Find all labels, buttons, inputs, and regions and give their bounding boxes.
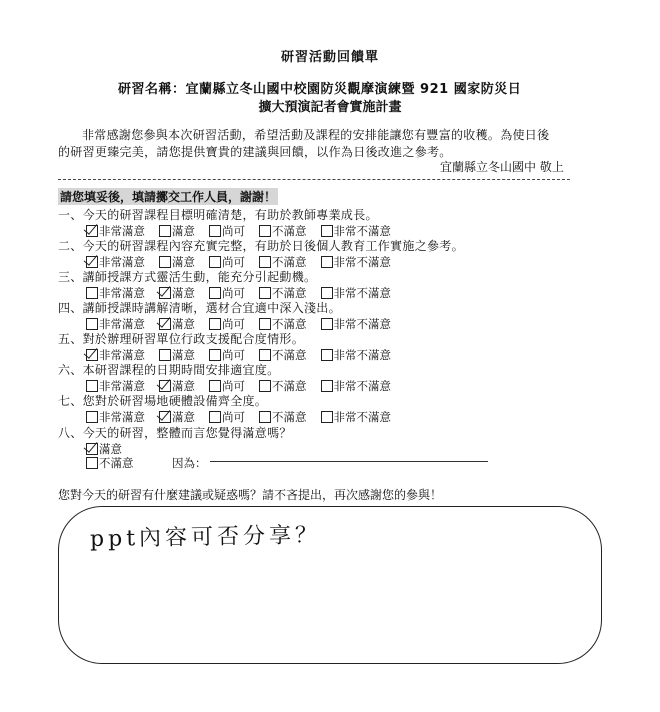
option-label: 非常滿意 [99, 286, 145, 300]
q8-unsatisfied-option[interactable] [86, 455, 148, 472]
option-label: 非常不滿意 [333, 286, 391, 300]
checkbox[interactable] [86, 256, 98, 268]
rating-option[interactable] [321, 409, 392, 425]
option-label: 非常滿意 [99, 348, 145, 362]
option-label: 尚可 [222, 410, 245, 424]
checkbox[interactable] [159, 380, 171, 392]
question-6: 六、本研習課程的日期時間安排適宜度。 [58, 363, 280, 377]
checkbox[interactable] [209, 256, 221, 268]
rating-option[interactable] [259, 409, 307, 425]
checkbox[interactable] [321, 318, 333, 330]
option-label: 不滿意 [272, 348, 307, 362]
rating-option[interactable] [321, 316, 392, 332]
rating-option[interactable] [321, 347, 392, 363]
checkbox[interactable] [86, 457, 98, 469]
rating-option[interactable] [209, 409, 245, 425]
option-label: 不滿意 [99, 456, 134, 470]
option-label: 滿意 [99, 442, 122, 456]
option-label: 滿意 [172, 255, 195, 269]
checkbox[interactable] [259, 411, 271, 423]
divider [58, 179, 570, 180]
handwritten-comment: ppt內容可否分享？ [89, 522, 322, 553]
rating-option[interactable] [159, 409, 195, 425]
option-label: 滿意 [172, 317, 195, 331]
checkbox[interactable] [159, 411, 171, 423]
option-label: 非常不滿意 [333, 224, 391, 238]
option-label: 非常不滿意 [333, 410, 391, 424]
checkbox[interactable] [159, 256, 171, 268]
option-label: 滿意 [172, 410, 195, 424]
question-8: 八、今天的研習，整體而言您覺得滿意嗎？ [58, 426, 292, 440]
option-label: 非常滿意 [99, 224, 145, 238]
checkbox[interactable] [159, 225, 171, 237]
checkbox[interactable] [86, 380, 98, 392]
option-label: 不滿意 [272, 224, 307, 238]
checkbox[interactable] [86, 318, 98, 330]
option-label: 不滿意 [272, 410, 307, 424]
workshop-name: 研習名稱：宜蘭縣立冬山國中校園防災觀摩演練暨 921 國家防災日 [118, 82, 522, 97]
option-label: 非常滿意 [99, 255, 145, 269]
option-label: 非常滿意 [99, 410, 145, 424]
checkbox[interactable] [259, 380, 271, 392]
option-label: 尚可 [222, 224, 245, 238]
checkbox[interactable] [259, 287, 271, 299]
option-label: 尚可 [222, 379, 245, 393]
option-label: 非常不滿意 [333, 348, 391, 362]
rating-option[interactable] [321, 254, 392, 270]
rating-options [86, 409, 405, 425]
checkbox[interactable] [159, 287, 171, 299]
checkbox[interactable] [159, 349, 171, 361]
option-label: 不滿意 [272, 317, 307, 331]
checkbox[interactable] [159, 318, 171, 330]
checkbox[interactable] [86, 287, 98, 299]
rating-option[interactable] [321, 378, 392, 394]
reason-input-line[interactable] [210, 461, 488, 462]
instruction: 請您填妥後，填請擲交工作人員，謝謝！ [60, 190, 277, 204]
checkbox[interactable] [209, 380, 221, 392]
option-label: 非常滿意 [99, 379, 145, 393]
feedback-prompt: 您對今天的研習有什麼建議或疑惑嗎？請不吝提出，再次感謝您的參與！ [58, 488, 443, 502]
option-label: 非常不滿意 [333, 255, 391, 269]
checkbox[interactable] [86, 411, 98, 423]
checkbox[interactable] [86, 225, 98, 237]
checkbox[interactable] [321, 225, 333, 237]
checkbox[interactable] [209, 287, 221, 299]
checkbox[interactable] [321, 256, 333, 268]
option-label: 尚可 [222, 348, 245, 362]
option-label: 滿意 [172, 379, 195, 393]
checkbox[interactable] [321, 287, 333, 299]
question-2: 二、今天的研習課程內容充實完整，有助於日後個人教育工作實施之參考。 [58, 239, 464, 253]
checkbox[interactable] [321, 411, 333, 423]
signature: 宜蘭縣立冬山國中 敬上 [440, 160, 564, 174]
question-4: 四、講師授課時講解清晰，選材合宜適中深入淺出。 [58, 301, 341, 315]
intro-line-2: 的研習更臻完美，請您提供寶貴的建議與回饋，以作為日後改進之參考。 [58, 145, 452, 159]
checkbox[interactable] [259, 349, 271, 361]
checkbox[interactable] [86, 443, 98, 455]
checkbox[interactable] [86, 349, 98, 361]
workshop-name-line2: 擴大預演記者會實施計畫 [258, 100, 402, 115]
checkbox[interactable] [259, 256, 271, 268]
checkbox[interactable] [259, 225, 271, 237]
checkbox[interactable] [259, 318, 271, 330]
option-label: 尚可 [222, 317, 245, 331]
option-label: 滿意 [172, 348, 195, 362]
question-3: 三、講師授課方式靈活生動，能充分引起動機。 [58, 270, 317, 284]
checkbox[interactable] [209, 225, 221, 237]
form-title: 研習活動回饋單 [280, 50, 379, 65]
intro-line-1: 非常感謝您參與本次研習活動，希望活動及課程的安排能讓您有豐富的收穫。為使日後 [82, 128, 550, 142]
option-label: 非常滿意 [99, 317, 145, 331]
checkbox[interactable] [321, 349, 333, 361]
option-label: 滿意 [172, 224, 195, 238]
checkbox[interactable] [209, 411, 221, 423]
option-label: 滿意 [172, 286, 195, 300]
option-label: 尚可 [222, 286, 245, 300]
rating-option[interactable] [86, 409, 145, 425]
option-label: 不滿意 [272, 255, 307, 269]
option-label: 非常不滿意 [333, 379, 391, 393]
reason-label: 因為： [172, 456, 207, 470]
option-label: 不滿意 [272, 286, 307, 300]
option-label: 不滿意 [272, 379, 307, 393]
checkbox[interactable] [321, 380, 333, 392]
question-5: 五、對於辦理研習單位行政支援配合度情形。 [58, 332, 305, 346]
option-label: 尚可 [222, 255, 245, 269]
checkbox[interactable] [209, 318, 221, 330]
question-1: 一、今天的研習課程目標明確清楚，有助於教師專業成長。 [58, 208, 378, 222]
option-label: 非常不滿意 [333, 317, 391, 331]
question-7: 七、您對於研習場地硬體設備齊全度。 [58, 394, 268, 408]
checkbox[interactable] [209, 349, 221, 361]
